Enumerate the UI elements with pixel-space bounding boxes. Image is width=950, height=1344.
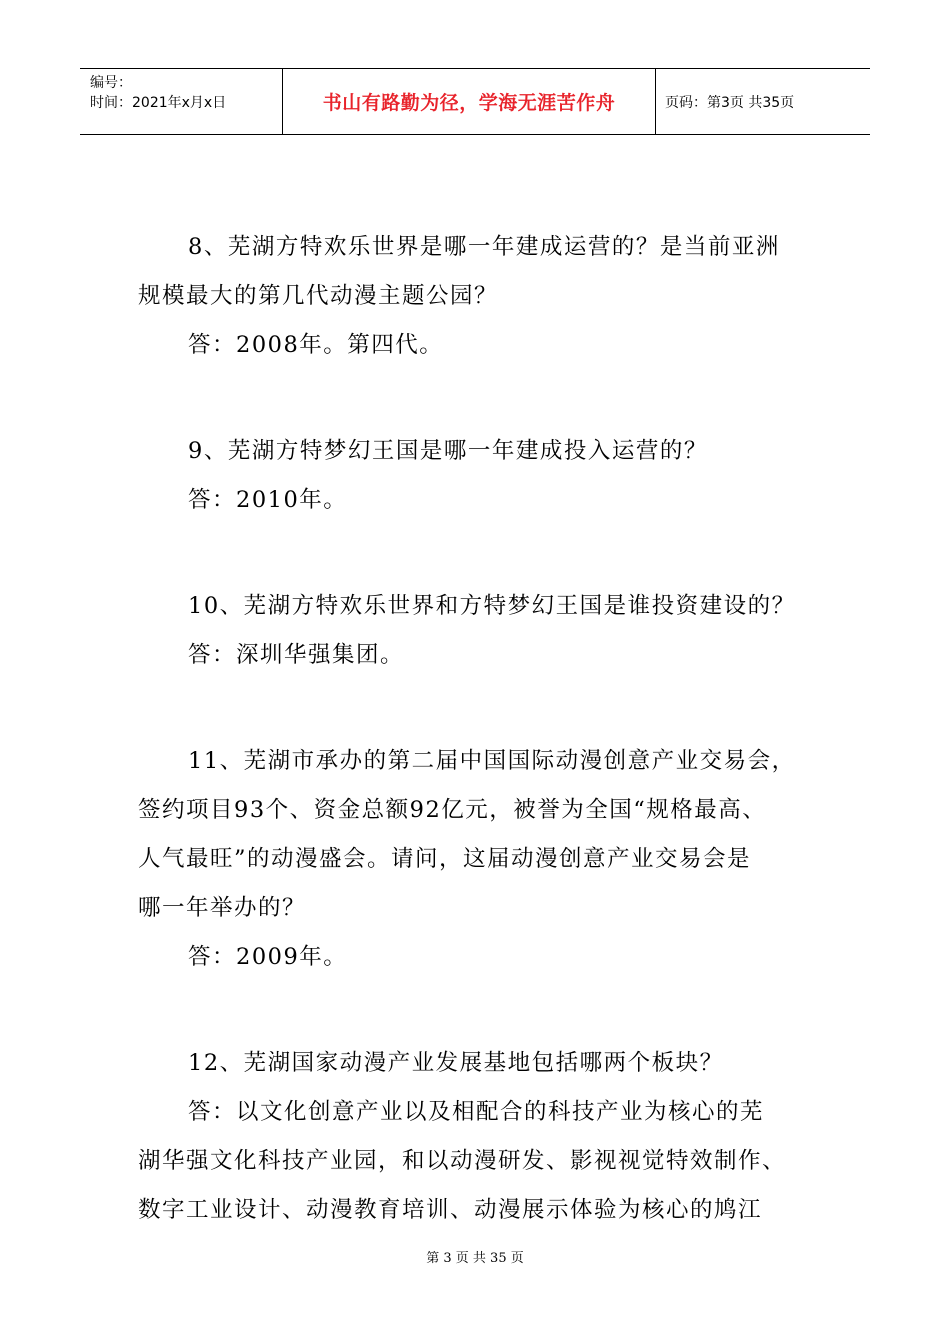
time-label: 时间：2021年x月x日 [90, 95, 227, 111]
question-8 [138, 223, 818, 370]
question-9 [138, 427, 818, 525]
header-meta [80, 69, 282, 134]
question-text: 9、芜湖方特梦幻王国是哪一年建成投入运营的？ [188, 438, 708, 464]
answer-text: 答：2010年。 [188, 487, 348, 513]
question-text: 8、芜湖方特欢乐世界是哪一年建成运营的？是当前亚洲 [188, 234, 780, 260]
answer-text: 数字工业设计、动漫教育培训、动漫展示体验为核心的鸠江 [138, 1197, 763, 1223]
question-12 [138, 1039, 818, 1235]
page-header [80, 68, 870, 135]
question-11 [138, 737, 818, 982]
answer-text: 答：以文化创意产业以及相配合的科技产业为核心的芜 [188, 1099, 765, 1125]
header-page-info: 页码：第3页 共35页 [665, 94, 795, 111]
question-text: 人气最旺”的动漫盛会。请问，这届动漫创意产业交易会是 [138, 846, 752, 872]
question-text: 规模最大的第几代动漫主题公园？ [138, 283, 499, 309]
question-text: 12、芜湖国家动漫产业发展基地包括哪两个板块？ [188, 1050, 724, 1076]
header-motto: 书山有路勤为径，学海无涯苦作舟 [282, 69, 656, 134]
answer-text: 答：2008年。第四代。 [188, 332, 444, 358]
answer-text: 湖华强文化科技产业园，和以动漫研发、影视视觉特效制作、 [138, 1148, 787, 1174]
question-10 [138, 582, 818, 680]
page-footer: 第 3 页 共 35 页 [426, 1251, 524, 1266]
number-label: 编号： [90, 75, 132, 91]
question-text: 11、芜湖市承办的第二届中国国际动漫创意产业交易会， [188, 748, 796, 774]
question-text: 10、芜湖方特欢乐世界和方特梦幻王国是谁投资建设的？ [188, 593, 796, 619]
answer-text: 答：深圳华强集团。 [188, 642, 405, 668]
document-body [138, 223, 818, 1235]
question-text: 签约项目93个、资金总额92亿元，被誉为全国“规格最高、 [138, 797, 767, 823]
answer-text: 答：2009年。 [188, 944, 348, 970]
question-text: 哪一年举办的？ [138, 895, 307, 921]
